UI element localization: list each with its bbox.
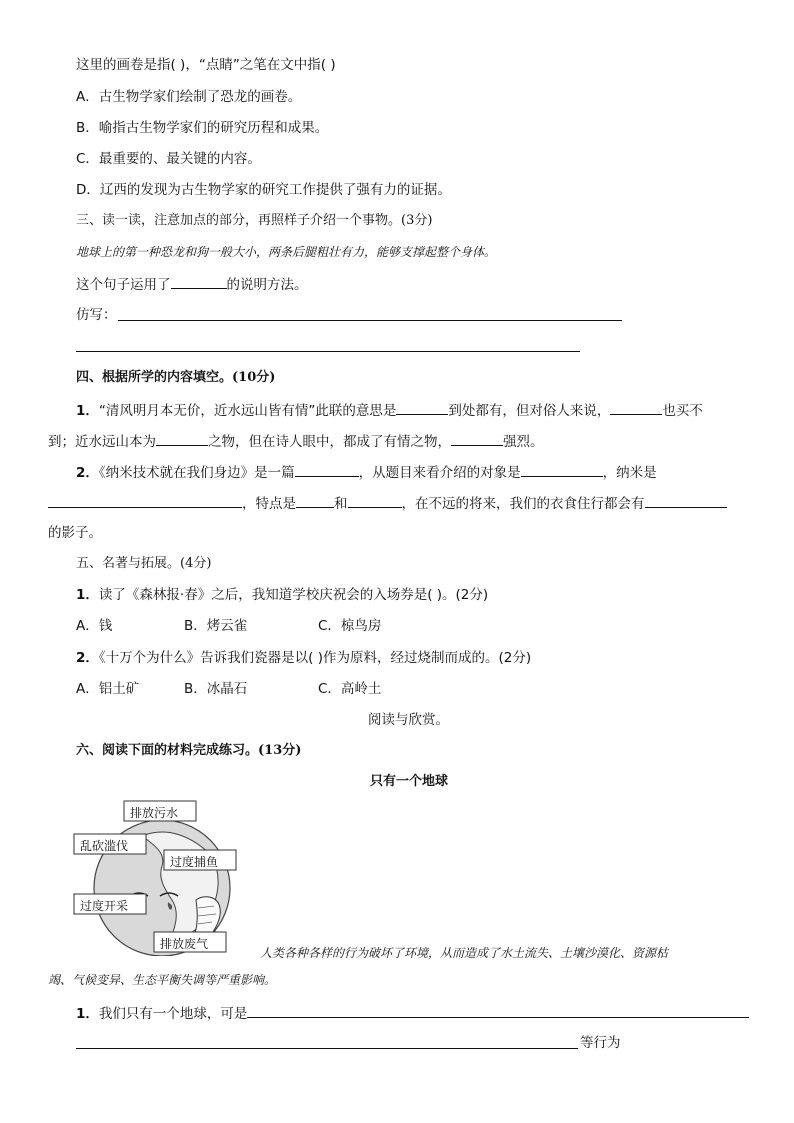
question-stem: 这里的画卷是指( )，“点睛”之笔在文中指( ) <box>76 57 336 73</box>
option-b: B．喻指古生物学家们的研究历程和成果。 <box>76 120 329 136</box>
fill-blank[interactable] <box>645 493 727 508</box>
fill-blank[interactable] <box>521 462 603 477</box>
text-segment: 我们只有一个地球，可是 <box>98 1006 248 1022</box>
question-number: 1． <box>76 1006 99 1022</box>
figure-label-5: 排放废气 <box>160 937 209 951</box>
text-segment: 强烈。 <box>503 434 544 450</box>
section-5-heading: 五、名著与拓展。(4分) <box>76 556 212 571</box>
s5-q2-option-a: A．铝土矿 <box>76 681 140 697</box>
question-text: 读了《森林报·春》之后，我知道学校庆祝会的入场券是( )。(2分) <box>98 587 489 603</box>
s6-q1-line1 <box>76 1003 749 1023</box>
text-segment: 《纳米技术就在我们身边》是一篇 <box>98 465 295 481</box>
figure-label-2: 乱砍滥伐 <box>80 839 129 853</box>
fill-blank[interactable] <box>48 493 242 508</box>
question-number: 1． <box>76 403 99 419</box>
s5-q1-option-b: B．烤云雀 <box>184 618 248 634</box>
section-4-heading: 四、根据所学的内容填空。(10分) <box>76 370 276 385</box>
question-number: 1． <box>76 587 99 603</box>
fill-blank[interactable] <box>296 493 334 508</box>
question-number: 2． <box>76 650 99 666</box>
section-3-heading: 三、读一读，注意加点的部分，再照样子介绍一个事物。(3分) <box>76 213 433 228</box>
s5-q2-option-b: B．冰晶石 <box>184 681 248 697</box>
option-c: C．最重要的、最关键的内容。 <box>76 151 261 167</box>
crying-earth-illustration <box>72 796 240 956</box>
example-sentence: 地球上的第一种恐龙和狗一般大小，两条后腿粗壮有力，能够支撑起整个身体。 <box>76 245 497 259</box>
fill-blank[interactable] <box>610 400 662 415</box>
section-6-heading: 六、阅读下面的材料完成练习。(13分) <box>76 743 302 758</box>
reading-section-title: 阅读与欣赏。 <box>368 712 449 728</box>
s5-q1-option-a: A．钱 <box>76 618 113 634</box>
s4-q1-line2 <box>48 431 544 451</box>
s4-q2-line1 <box>76 462 657 482</box>
fill-blank[interactable] <box>451 431 503 446</box>
s4-q2-line2 <box>48 493 727 513</box>
option-a: A．古生物学家们绘制了恐龙的画卷。 <box>76 89 302 105</box>
text-segment: 到处都有，但对俗人来说， <box>448 403 611 419</box>
fill-blank[interactable] <box>348 493 402 508</box>
text-segment: ，在不远的将来，我们的衣食住行都会有 <box>401 496 645 512</box>
text-segment: “清风明月本无价，近水远山皆有情”此联的意思是 <box>98 403 397 419</box>
text-segment: ，纳米是 <box>602 465 657 481</box>
fill-blank[interactable] <box>247 1003 749 1018</box>
imitate-blank-2[interactable] <box>76 351 580 352</box>
fill-blank[interactable] <box>156 431 208 446</box>
s6-q1-tail: 等行为 <box>580 1035 621 1051</box>
s5-q2-option-c: C．高岭土 <box>318 681 382 697</box>
s6-q1-blank-2[interactable] <box>76 1048 578 1049</box>
caption-line-2: 竭、气候变异、生态平衡失调等严重影响。 <box>48 973 277 987</box>
figure-label-1: 排放污水 <box>130 806 179 820</box>
method-after: 的说明方法。 <box>226 277 308 293</box>
text-segment: 也买不 <box>662 403 703 419</box>
s5-q1 <box>76 586 488 604</box>
text-segment: 和 <box>334 496 348 512</box>
passage-title: 只有一个地球 <box>370 774 449 789</box>
option-d: D．辽西的发现为古生物学家的研究工作提供了强有力的证据。 <box>76 182 451 198</box>
text-segment: ，特点是 <box>242 496 296 512</box>
text-segment: 到；近水远山本为 <box>48 434 156 450</box>
imitate-blank-1[interactable] <box>118 320 622 321</box>
method-before: 这个句子运用了 <box>76 277 171 293</box>
fill-blank[interactable] <box>295 462 359 477</box>
s4-q2-line3: 的影子。 <box>48 525 102 541</box>
s5-q2 <box>76 649 531 667</box>
caption-line-1: 人类各种各样的行为破坏了环境，从而造成了水土流失、土壤沙漠化、资源枯 <box>260 946 669 960</box>
method-blank[interactable] <box>171 274 227 289</box>
text-segment: ，从题目来看介绍的对象是 <box>358 465 521 481</box>
s5-q1-option-c: C．椋鸟房 <box>318 618 382 634</box>
text-segment: 之物，但在诗人眼中，都成了有情之物， <box>208 434 451 450</box>
question-number: 2． <box>76 465 99 481</box>
fill-blank[interactable] <box>396 400 448 415</box>
figure-label-4: 过度开采 <box>80 899 129 913</box>
method-line <box>76 274 308 294</box>
imitate-label: 仿写： <box>76 307 117 323</box>
figure-label-3: 过度捕鱼 <box>170 855 219 869</box>
question-text: 《十万个为什么》告诉我们瓷器是以( )作为原料，经过烧制而成的。(2分) <box>98 650 532 666</box>
s4-q1-line1 <box>76 400 703 420</box>
